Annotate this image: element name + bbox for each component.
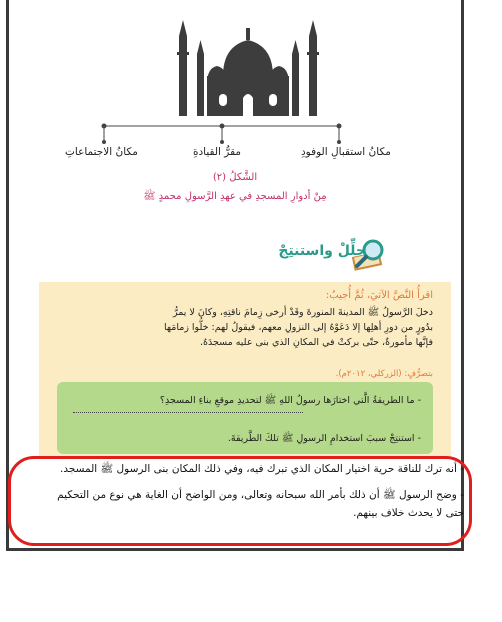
answer-dotted-line	[73, 412, 303, 413]
node-reception: مكانُ استقبالِ الوفودِ	[301, 146, 391, 158]
mosque-icon	[173, 6, 323, 116]
figure-number: الشَّكلُ (٢)	[212, 172, 258, 183]
question-2: - استنتِجْ سببَ استخدامِ الرسولِ ﷺ تلكَ الطَّريقةَ.	[227, 433, 421, 444]
reading-source: بتصرُّفٍ: (الزركلي، ٢٠١٢م).	[335, 369, 433, 379]
reading-title: اقرأُ النَّصَّ الآتيَ، ثُمَّ أُجيبُ:	[325, 290, 433, 301]
reading-line: بدُورٍ من دورِ أهلِها إلا دَعَوْهُ إلى النزولِ معهم، فيقولُ لهم: خلُّوا زمامَها	[163, 322, 433, 333]
reading-line: دخلَ الرَّسولُ ﷺ المدينةَ المنورةَ وقَدْ أرخى زِمامَ ناقتِهِ، وكانَ لا يمرُّ	[173, 307, 433, 318]
answer-1: - أنه ترك للناقة حرية اختيار المكان الذي تبرك فيه، وفي ذلك المكان بنى الرسول ﷺ المسجد.	[60, 463, 464, 475]
reading-paragraph	[53, 305, 433, 350]
section-title: حلِّلْ واستنتِجْ	[278, 243, 366, 259]
question-1: - ما الطريقةُ الَّتي اختارَها رسولُ اللهِ ﷺ لتحديدِ موقعِ بناءِ المسجدِ؟	[159, 395, 421, 406]
figure-caption: مِنْ أدوارِ المسجدِ في عهدِ الرَّسولِ محمدٍ ﷺ	[143, 191, 327, 202]
node-command: مقرُّ القيادةِ	[193, 146, 242, 158]
answer-2: - وضح الرسول ﷺ أن ذلك بأمر الله سبحانه وتعالى، ومن الواضح أن الغاية هي نوع من التحكيم حتى لا يحدث خلاف بينهم.	[57, 489, 464, 519]
node-meetings: مكانُ الاجتماعاتِ	[65, 146, 138, 158]
reading-line: فإنَّها مأمورةٌ، حتّى بركتْ في المكانِ الذي بنى عليه مسجدَهُ.	[200, 337, 433, 348]
